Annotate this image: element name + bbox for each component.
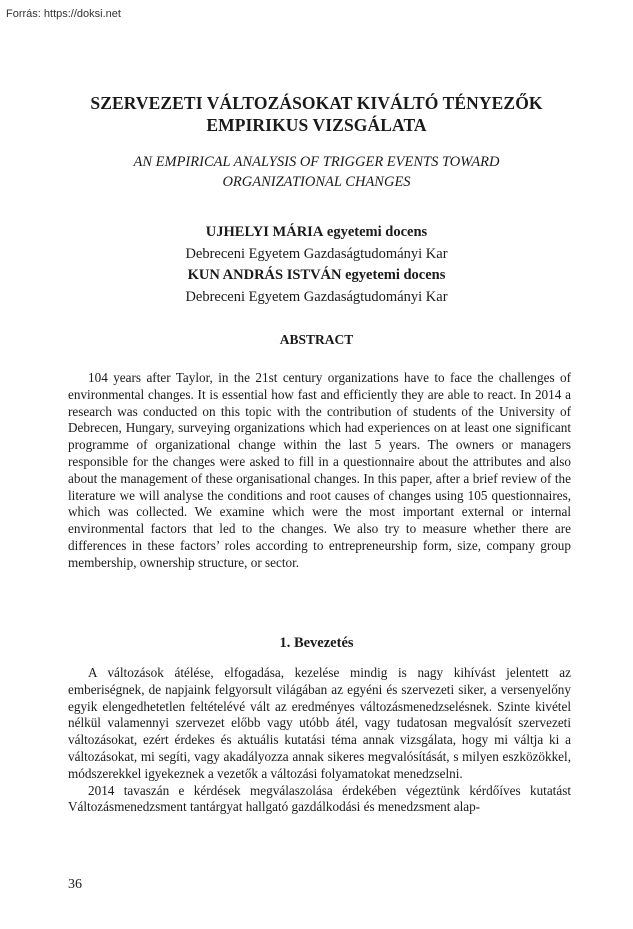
paragraph-2: 2014 tavaszán e kérdések megválaszolása érdekében végeztünk kérdőíves kutatást Változásmenedzsment tantárgyat hallgató gazdálkodási és menedzsment alap-: [68, 782, 571, 815]
source-label: Forrás: https://doksi.net: [6, 8, 121, 20]
title-line-1: SZERVEZETI VÁLTOZÁSOKAT KIVÁLTÓ TÉNYEZŐK: [90, 93, 543, 113]
paragraph-1: A változások átélése, elfogadása, kezelése mindig is nagy kihívást jelentett az emberiségnek, de napjaink felgyorsult világában az egyéni és szervezeti siker, a versenyelőny egyik elengedhetetlen feltételévé vált az eredményes változásmenedzselésnek. Szinte kivétel nélkül valamennyi szervezet előbb vagy utóbb átél, vagy tudatosan megvalósít szervezeti változásokat, ezért érdekes és aktuális kutatási téma annak vizsgálata, hogy mi váltja ki a változásokat, mi segíti, vagy akadályozza annak sikeres megvalósítását, s milyen eszközökkel, módszerekkel igyekeznek a vezetők a változási folyamatokat menedzselni.: [68, 665, 571, 781]
author-1-affiliation: Debreceni Egyetem Gazdaságtudományi Kar: [185, 245, 448, 262]
author-2-name: KUN ANDRÁS ISTVÁN: [187, 267, 342, 283]
page-number: 36: [68, 877, 82, 892]
paper-subtitle: [0, 152, 633, 192]
paper-title: [0, 92, 633, 136]
section-heading: 1. Bevezetés: [279, 635, 354, 651]
abstract-text: 104 years after Taylor, in the 21st century organizations have to face the challenges of environmental changes. It is essential how fast and efficiently they are able to react. In 2014 a research was conducted on this topic with the contribution of students of the University of Debrecen, Hungary, surveying organizations which had experiences on at least one significant programme of organizational change within the last 5 years. The owners or managers responsible for the changes were asked to fill in a questionnaire about the attributes and also about the management of these organisational changes. In this paper, after a brief review of the literature we will analyse the conditions and root causes of changes using 105 questionnaires, which was collected. We examine which were the most important external or internal environmental factors that led to the changes. We also try to measure whether there are differences in these factors’ roles according to entrepreneurship form, size, company group membership, ownership structure, or sector.: [68, 370, 571, 570]
author-block: [0, 222, 633, 308]
author-1: [0, 222, 633, 244]
abstract-heading: ABSTRACT: [279, 332, 354, 347]
subtitle-line-2: ORGANIZATIONAL CHANGES: [222, 174, 411, 190]
author-1-name: UJHELYI MÁRIA: [205, 224, 324, 240]
author-2-role: egyetemi docens: [345, 267, 446, 283]
section-body: [68, 665, 571, 816]
author-2: [0, 265, 633, 287]
author-1-role: egyetemi docens: [326, 224, 428, 240]
author-2-affiliation: Debreceni Egyetem Gazdaságtudományi Kar: [185, 288, 448, 305]
title-line-2: EMPIRIKUS VIZSGÁLATA: [206, 115, 427, 135]
subtitle-line-1: AN EMPIRICAL ANALYSIS OF TRIGGER EVENTS TOWARD: [133, 154, 500, 170]
